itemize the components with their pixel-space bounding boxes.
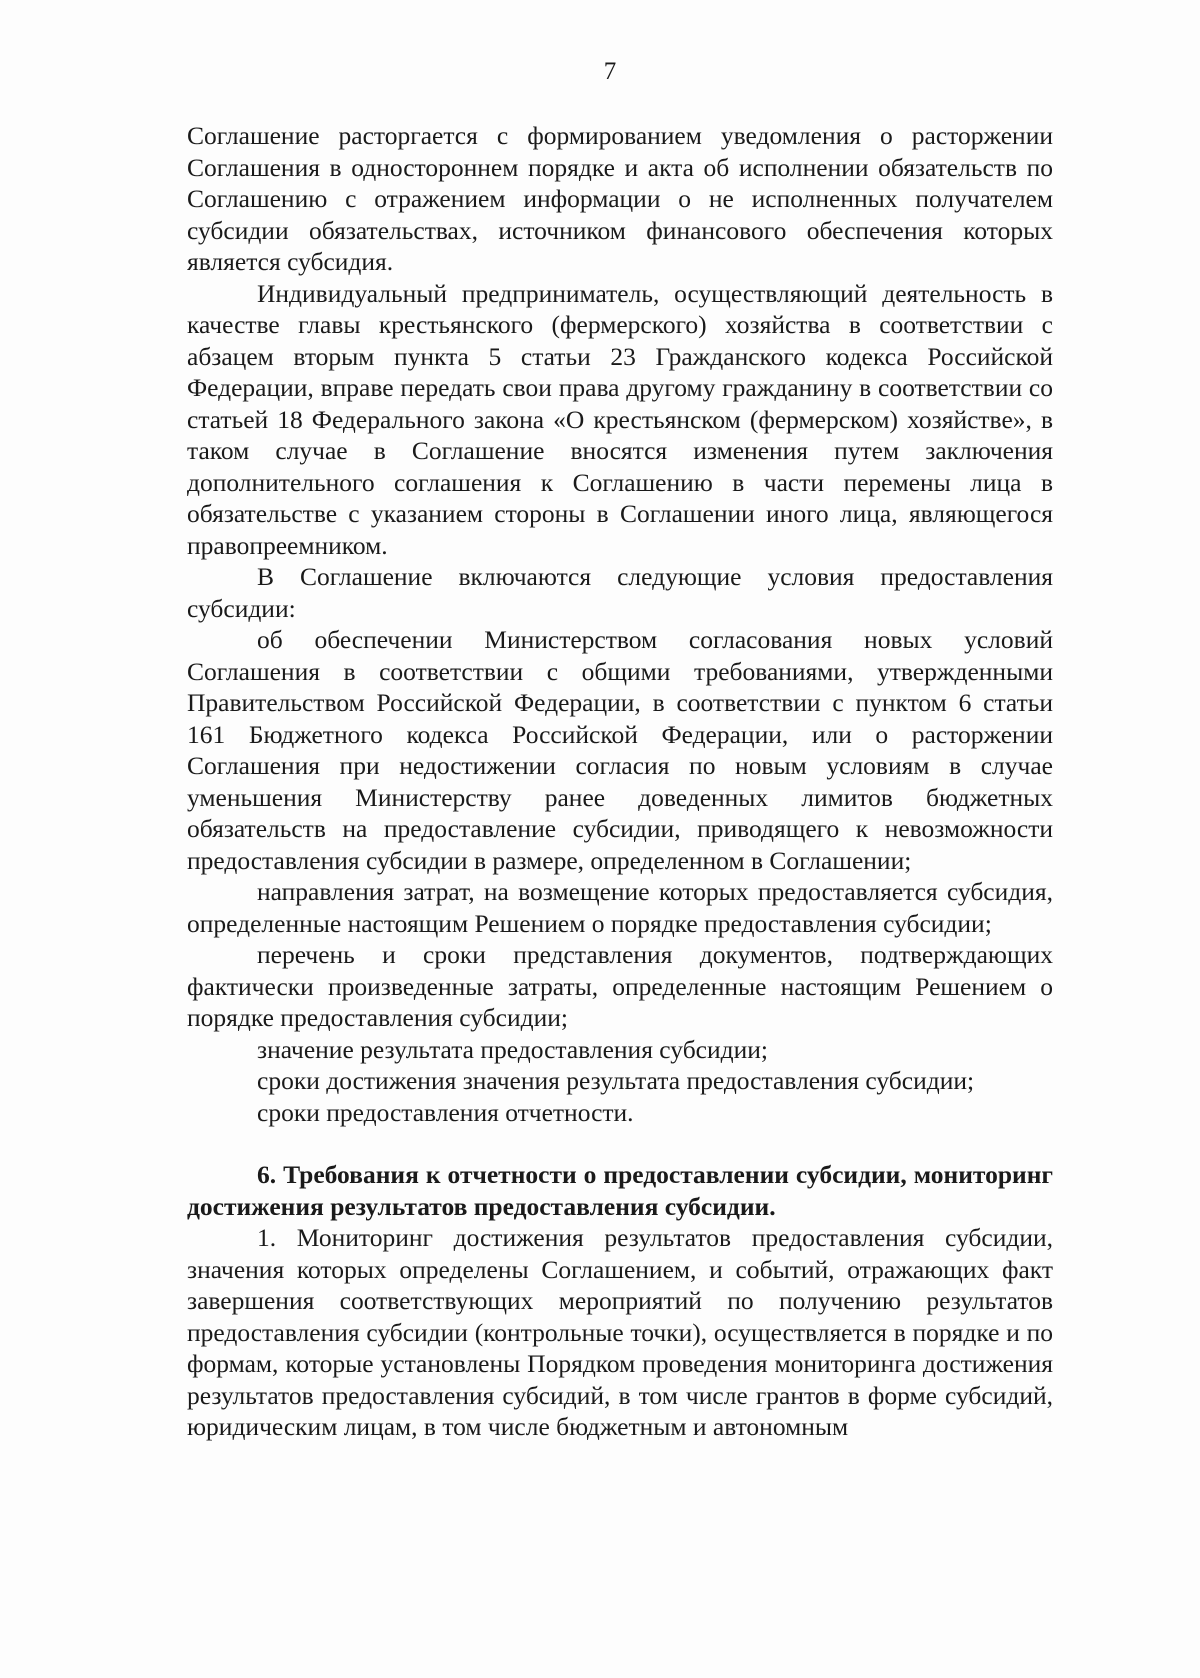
paragraph-termination: Соглашение расторгается с формированием уведомления о расторжении Соглашения в одностороннем порядке и акта об исполнении обязательств по Соглашению с отражением информации о не исполненных получателем субсидии обязательствах, источником финансового обеспечения которых является субсидия. xyxy=(187,121,1053,276)
paragraph-condition-cost-directions: направления затрат, на возмещение которых предоставляется субсидия, определенные настоящим Решением о порядке предоставления субсидии; xyxy=(187,877,1053,938)
page-number: 7 xyxy=(603,58,617,85)
section-heading: 6. Требования к отчетности о предоставлении субсидии, мониторинг достижения результатов предоставления субсидии. xyxy=(187,1160,1053,1221)
paragraph-condition-new-terms: об обеспечении Министерством согласования новых условий Соглашения в соответствии с общими требованиями, утвержденными Правительством Российской Федерации, в соответствии с пунктом 6 статьи 161 Бюджетного кодекса Российской Федерации, или о расторжении Соглашения при недостижении согласия по новым условиям в случае уменьшения Министерству ранее доведенных лимитов бюджетных обязательств на предоставление субсидии, приводящего к невозможности предоставления субсидии в размере, определенном в Соглашении; xyxy=(187,625,1053,875)
paragraph-entrepreneur-rights: Индивидуальный предприниматель, осуществляющий деятельность в качестве главы крестьянского (фермерского) хозяйства в соответствии с абзацем вторым пункта 5 статьи 23 Гражданского кодекса Российской Федерации, вправе передать свои права другому гражданину в соответствии со статьей 18 Федерального закона «О крестьянском (фермерском) хозяйстве», в таком случае в Соглашение вносятся изменения путем заключения дополнительного соглашения к Соглашению в части перемены лица в обязательстве с указанием стороны в Соглашении иного лица, являющегося правопреемником. xyxy=(187,278,1053,560)
paragraph-condition-documents: перечень и сроки представления документов, подтверждающих фактически произведенные затраты, определенные настоящим Решением о порядке предоставления субсидии; xyxy=(187,940,1053,1032)
paragraph-conditions-intro: В Соглашение включаются следующие условия предоставления субсидии: xyxy=(187,562,1053,623)
list-item-result-deadlines: сроки достижения значения результата предоставления субсидии; xyxy=(257,1066,975,1095)
paragraph-monitoring: 1. Мониторинг достижения результатов предоставления субсидии, значения которых определены Соглашением, и событий, отражающих факт завершения соответствующих мероприятий по получению результатов предоставления субсидии (контрольные точки), осуществляется в порядке и по формам, которые установлены Порядком проведения мониторинга достижения результатов предоставления субсидий, в том числе грантов в форме субсидий, юридическим лицам, в том числе бюджетным и автономным xyxy=(187,1223,1053,1441)
document-body xyxy=(187,120,1053,1443)
list-item-result-value: значение результата предоставления субсидии; xyxy=(257,1034,768,1064)
list-item-reporting-deadlines: сроки предоставления отчетности. xyxy=(257,1097,634,1127)
